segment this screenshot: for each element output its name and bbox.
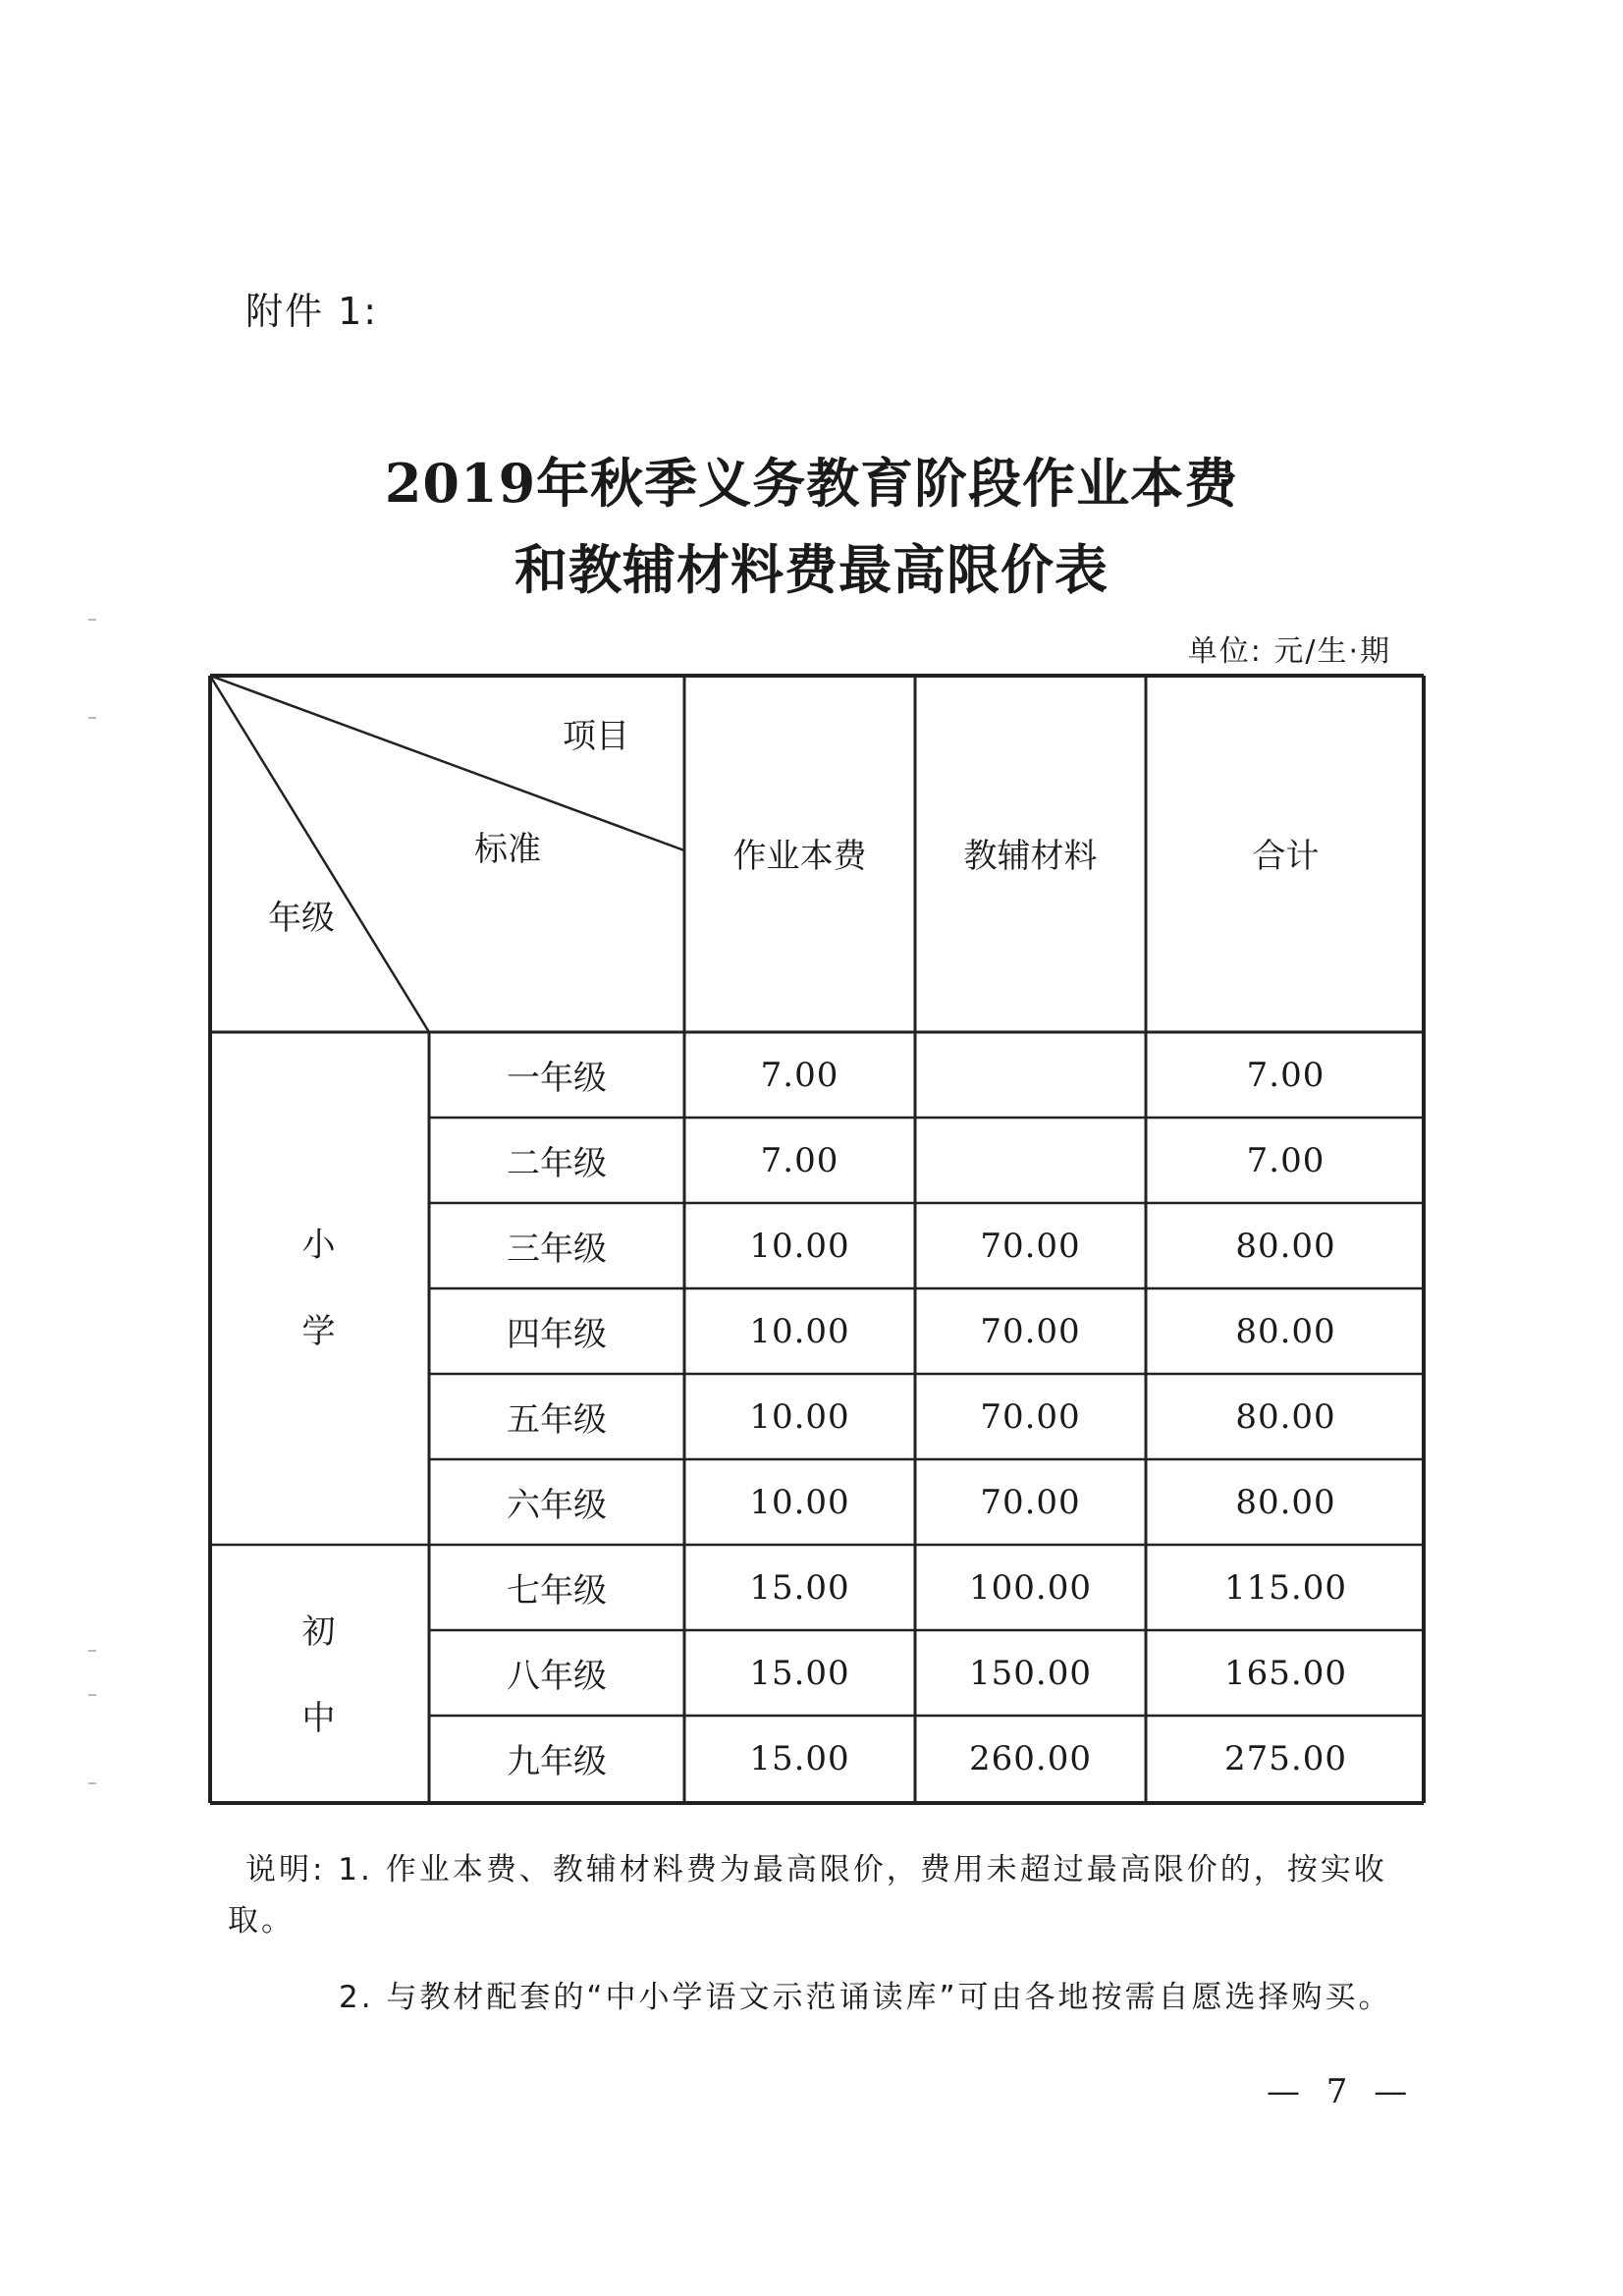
grade-cell: 八年级 (507, 1657, 607, 1696)
grade-cell: 三年级 (507, 1230, 607, 1269)
workbook-fee-cell: 7.00 (760, 1055, 839, 1095)
note-1: 说明: 1. 作业本费、教辅材料费为最高限价，费用未超过最高限价的，按实收 (245, 1852, 1387, 1887)
grade-cell: 二年级 (507, 1144, 607, 1183)
materials-fee-cell: 70.00 (980, 1311, 1081, 1351)
workbook-fee-cell: 7.00 (760, 1140, 839, 1180)
price-limit-table (208, 674, 1426, 1805)
grade-cell: 六年级 (507, 1486, 607, 1525)
column-header-workbook: 作业本费 (732, 837, 867, 876)
total-fee-cell: 7.00 (1246, 1055, 1325, 1095)
group-label-char: 初 (301, 1612, 336, 1652)
grade-cell: 四年级 (507, 1315, 607, 1354)
document-title-line-1: 2019年秋季义务教育阶段作业本费 (384, 452, 1239, 515)
total-fee-cell: 7.00 (1246, 1140, 1325, 1180)
note-1-continuation: 取。 (228, 1903, 295, 1939)
group-label-char: 学 (301, 1312, 336, 1351)
total-fee-cell: 275.00 (1224, 1738, 1347, 1778)
corner-label-standard: 标准 (474, 829, 541, 869)
unit-label: 单位: 元/生·期 (1187, 634, 1391, 669)
note-2: 2. 与教材配套的“中小学语文示范诵读库”可由各地按需自愿选择购买。 (339, 1980, 1392, 2015)
total-fee-cell: 165.00 (1224, 1653, 1347, 1693)
total-fee-cell: 80.00 (1235, 1311, 1336, 1351)
materials-fee-cell: 150.00 (969, 1653, 1092, 1693)
materials-fee-cell (915, 1118, 1146, 1203)
workbook-fee-cell: 10.00 (749, 1226, 850, 1266)
corner-diagonal (210, 676, 429, 1032)
document-title-line-2: 和教辅材料费最高限价表 (514, 538, 1109, 601)
workbook-fee-cell: 15.00 (749, 1653, 850, 1693)
workbook-fee-cell: 15.00 (749, 1738, 850, 1778)
total-fee-cell: 115.00 (1224, 1567, 1347, 1608)
corner-label-item: 项目 (563, 716, 629, 756)
materials-fee-cell: 260.00 (969, 1738, 1092, 1778)
workbook-fee-cell: 10.00 (749, 1482, 850, 1522)
total-fee-cell: 80.00 (1235, 1482, 1336, 1522)
group-label-primary (208, 1032, 429, 1545)
grade-cell: 七年级 (507, 1571, 607, 1611)
materials-fee-cell: 70.00 (980, 1226, 1081, 1266)
attachment-label: 附件 1: (245, 290, 379, 333)
grade-cell: 五年级 (507, 1400, 607, 1440)
grade-cell: 九年级 (507, 1742, 607, 1781)
column-header-total: 合计 (1252, 837, 1320, 876)
materials-fee-cell (915, 1032, 1146, 1118)
total-fee-cell: 80.00 (1235, 1226, 1336, 1266)
workbook-fee-cell: 10.00 (749, 1396, 850, 1437)
group-label-char: 小 (301, 1226, 336, 1265)
materials-fee-cell: 70.00 (980, 1396, 1081, 1437)
column-header-materials: 教辅材料 (963, 837, 1098, 876)
workbook-fee-cell: 15.00 (749, 1567, 850, 1608)
materials-fee-cell: 100.00 (969, 1567, 1092, 1608)
workbook-fee-cell: 10.00 (749, 1311, 850, 1351)
group-label-char: 中 (301, 1698, 336, 1738)
corner-label-grade: 年级 (268, 898, 335, 938)
group-label-junior-high (208, 1545, 429, 1805)
grade-cell: 一年级 (507, 1059, 607, 1098)
materials-fee-cell: 70.00 (980, 1482, 1081, 1522)
total-fee-cell: 80.00 (1235, 1396, 1336, 1437)
page-number: — 7 — (1267, 2072, 1416, 2111)
